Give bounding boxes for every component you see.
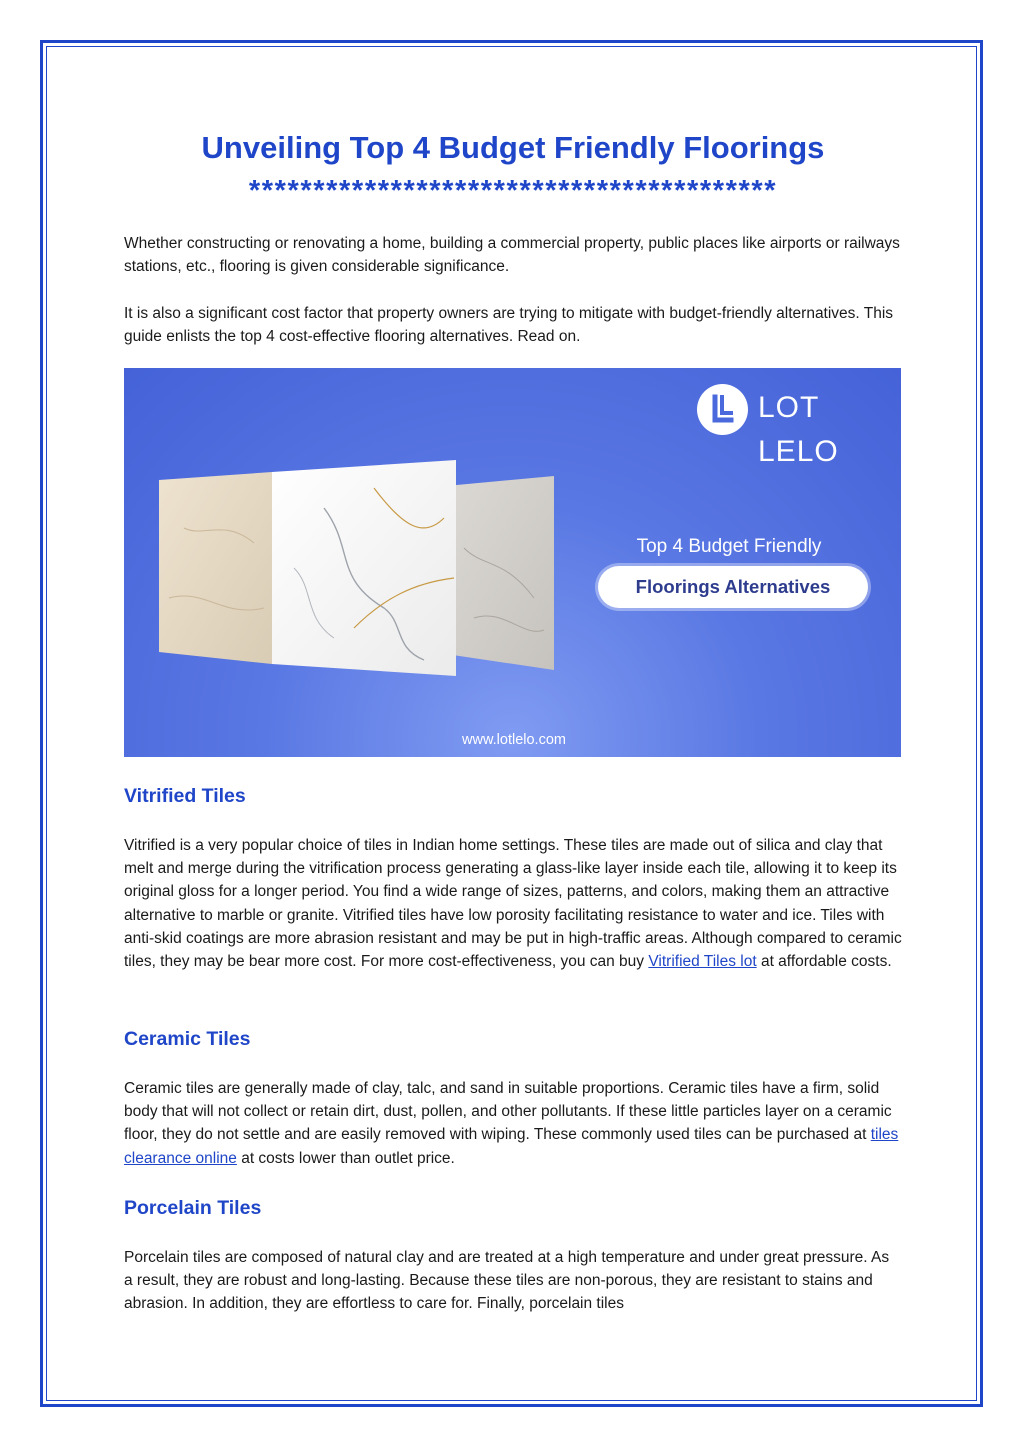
paragraph-ceramic-tiles: [124, 1077, 902, 1170]
banner-url: www.lotlelo.com: [462, 732, 566, 748]
link-vitrified-tiles-lot[interactable]: Vitrified Tiles lot: [648, 953, 757, 971]
lotlelo-logo-icon: [697, 384, 748, 435]
banner-pill: [598, 566, 868, 608]
banner-pill-text: Floorings Alternatives: [635, 576, 831, 597]
paragraph-vitrified-text: Vitrified is a very popular choice of tiles in Indian home settings. These tiles are made out of silica and clay that melt and merge during the vitrification process generating a glass-like layer inside each tile, allowing it to keep its original gloss for a longer period. You find a wide range of sizes, patterns, and colors, making them an attractive alternative to marble or granite. Vitrified tiles have low porosity facilitating resistance to water and ice. Tiles with anti-skid coatings are more abrasion resistant and may be put in high-traffic areas. Although compared to ceramic tiles, they may be bear more cost. For more cost-effectiveness, you can buy: [124, 837, 902, 971]
paragraph-ceramic-end: at costs lower than outlet price.: [236, 1149, 455, 1167]
hero-banner-image: [124, 368, 901, 757]
paragraph-vitrified-tiles: [124, 834, 902, 973]
heading-ceramic-tiles: Ceramic Tiles: [124, 1028, 251, 1050]
link-tiles-clearance-online[interactable]: tiles clearance online: [124, 1126, 899, 1167]
heading-vitrified-tiles: Vitrified Tiles: [124, 785, 246, 807]
banner-headline: Top 4 Budget Friendly: [636, 536, 822, 557]
intro-paragraph-1: Whether constructing or renovating a home, building a commercial property, public places like airports or railways stations, etc., flooring is given considerable significance.: [124, 235, 900, 276]
paragraph-porcelain-tiles: Porcelain tiles are composed of natural clay and are treated at a high temperature and under great pressure. As a result, they are robust and long-lasting. Because these tiles are non-porous, they are resistant to stains and abrasion. In addition, they are effortless to care for. Finally, porcelain tiles: [124, 1249, 890, 1313]
intro-paragraph-2: It is also a significant cost factor that property owners are trying to mitigate with budget-friendly alternatives. This guide enlists the top 4 cost-effective flooring alternatives. Read on.: [124, 305, 894, 346]
lotlelo-logo-text: LOT LELO: [758, 391, 839, 468]
paragraph-vitrified-end: at affordable costs.: [756, 953, 892, 971]
title-separator: *****************************************: [248, 175, 778, 207]
heading-porcelain-tiles: Porcelain Tiles: [124, 1197, 262, 1219]
paragraph-ceramic-text: Ceramic tiles are generally made of clay, talc, and sand in suitable proportions. Ceramic tiles have a firm, solid body that will not collect or retain dirt, dust, pollen, and other pollutants. If these little particles layer on a ceramic floor, they do not settle and are easily removed with wiping. These commonly used tiles can be purchased at: [124, 1080, 892, 1144]
page-title: Unveiling Top 4 Budget Friendly Floorings: [201, 130, 825, 165]
